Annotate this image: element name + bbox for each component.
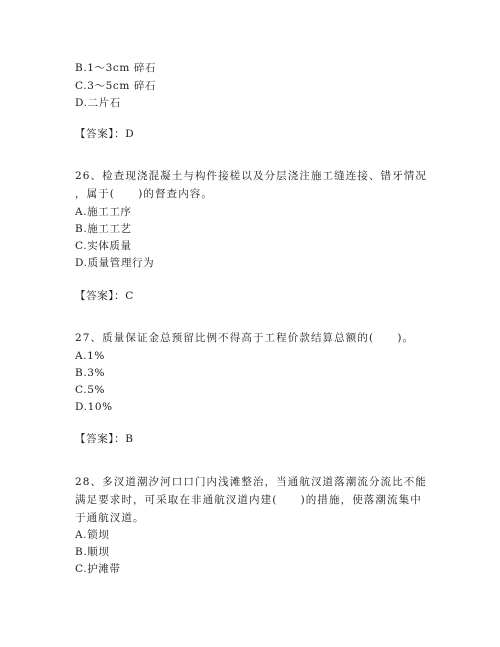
question-28-line-1: 28、多汊道潮汐河口口门内浅滩整治，当通航汊道落潮流分流比不能 <box>75 476 427 488</box>
question-28-option-a: A.锁坝 <box>75 529 110 541</box>
option-c: C.3～5cm 碎石 <box>75 80 157 92</box>
question-27-option-c: C.5% <box>75 384 106 396</box>
question-26-option-c: C.实体质量 <box>75 240 132 252</box>
question-28-line-3: 于通航汊道。 <box>75 512 145 524</box>
question-26-option-a: A.施工工序 <box>75 206 132 218</box>
question-28-line-2: 满足要求时，可采取在非通航汊道内建( )的措施，使落潮流集中 <box>75 494 422 506</box>
question-27-option-b: B.3% <box>75 367 106 379</box>
question-26-line-2: ，属于( )的督查内容。 <box>75 188 213 200</box>
option-d: D.二片石 <box>75 97 121 109</box>
question-27-option-a: A.1% <box>75 350 105 362</box>
question-27-line-1: 27、质量保证金总预留比例不得高于工程价款结算总额的( )。 <box>75 332 415 344</box>
question-26-option-b: B.施工工艺 <box>75 223 132 235</box>
question-28-option-b: B.顺坝 <box>75 546 110 558</box>
question-27-option-d: D.10% <box>75 401 113 413</box>
question-26-option-d: D.质量管理行为 <box>75 257 155 269</box>
answer-line: 【答案】：B <box>75 433 134 445</box>
option-b: B.1～3cm 碎石 <box>75 62 157 74</box>
answer-line: 【答案】：D <box>75 128 135 140</box>
question-28-option-c: C.护滩带 <box>75 563 121 575</box>
question-26-line-1: 26、检查现浇混凝土与构件接槎以及分层浇注施工缝连接、错牙情况 <box>75 170 427 182</box>
answer-line: 【答案】：C <box>75 290 134 302</box>
